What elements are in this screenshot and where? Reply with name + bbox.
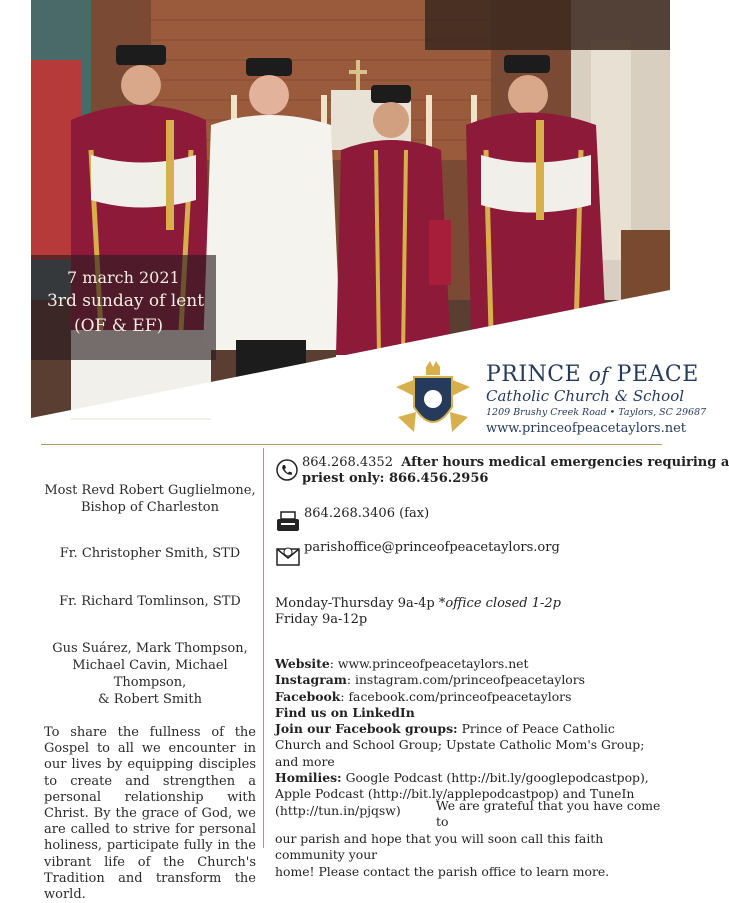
parish-crest-icon [386,357,480,439]
welcome-line-1: We are grateful that you have come to [436,798,661,830]
hours-weekday [275,596,561,613]
date-text: 7 march 2021 [67,268,180,287]
mission-statement: To share the fullness of the Gospel to all we encounter in our lives by equipping disciples to create and strengthen a personal relationship with Christ. By the grace of God, we are called to strive for personal holiness, participate fully in the vibrant life of the Church's Tradition and transform the world. [44,725,256,903]
welcome-block [275,798,665,880]
hours-weekday-text: Monday-Thursday 9a-4p [275,596,435,611]
bishop-line-1: Most Revd Robert Guglielmone, [44,483,256,498]
parish-subtitle: Catholic Church & School [486,387,685,405]
fax-number: 864.268.3406 (fax) [304,506,430,521]
facebook-link[interactable]: : facebook.com/princeofpeacetaylors [340,688,572,704]
gold-divider-vertical [263,448,264,848]
parish-name: PRINCE of PEACE [486,362,699,387]
phone-line [302,455,729,472]
gold-divider-horizontal [41,444,662,445]
groups-line: Join our Facebook groups: Prince of Peace Catholic Church and School Group; Upstate Catholic Mom's Group; and more [275,721,645,769]
parish-website[interactable]: www.princeofpeacetaylors.net [486,421,687,436]
occasion-text: 3rd sunday of lent [47,291,205,311]
associate-name: Fr. Richard Tomlinson, STD [59,594,241,609]
links-block [275,656,665,819]
welcome-line-2: our parish and hope that you will soon call this faith community your [275,830,604,863]
email-address[interactable]: parishoffice@princeofpeacetaylors.org [304,540,560,555]
fax-icon [276,511,300,533]
parish-address: 1209 Brushy Creek Road • Taylors, SC 29687 [486,407,707,418]
deacons-line-1: Gus Suárez, Mark Thompson, [52,641,248,656]
instagram-line: Instagram: instagram.com/princeofpeacetaylors [275,672,586,688]
emergency-line-2: priest only: 866.456.2956 [302,471,489,486]
forms-text: (OF & EF) [74,316,164,336]
phone-icon [276,459,298,481]
bishop-line-2: Bishop of Charleston [80,500,220,515]
instagram-link[interactable]: : instagram.com/princeofpeacetaylors [346,672,586,688]
homilies-line: Homilies: Google Podcast (http://bit.ly/googlepodcastpop), Apple Podcast (http://bit.ly/applepodcastpop) and TuneIn (http://tun.in/pjqsw) [275,770,649,818]
bishop-block [44,482,256,516]
pastor-name: Fr. Christopher Smith, STD [59,546,241,561]
deacons-line-2: Michael Cavin, Michael Thompson, [72,658,228,690]
hours-note: *office closed 1-2p [438,596,562,611]
facebook-line: Facebook: facebook.com/princeofpeacetaylors [275,688,572,704]
linkedin-line[interactable]: Find us on LinkedIn [275,704,415,720]
welcome-line-3: home! Please contact the parish office to learn more. [275,863,610,879]
website-link[interactable]: : www.princeofpeacetaylors.net [329,656,529,671]
hours-friday: Friday 9a-12p [275,612,368,627]
email-icon [276,545,300,567]
website-line: Website: www.princeofpeacetaylors.net [275,656,529,671]
phone-number[interactable]: 864.268.4352 [302,455,393,470]
emergency-line-1: After hours medical emergencies requiring a [401,455,729,470]
hero-top-overlay [425,0,670,50]
deacons-line-3: & Robert Smith [98,692,202,707]
deacons-block [44,640,256,708]
